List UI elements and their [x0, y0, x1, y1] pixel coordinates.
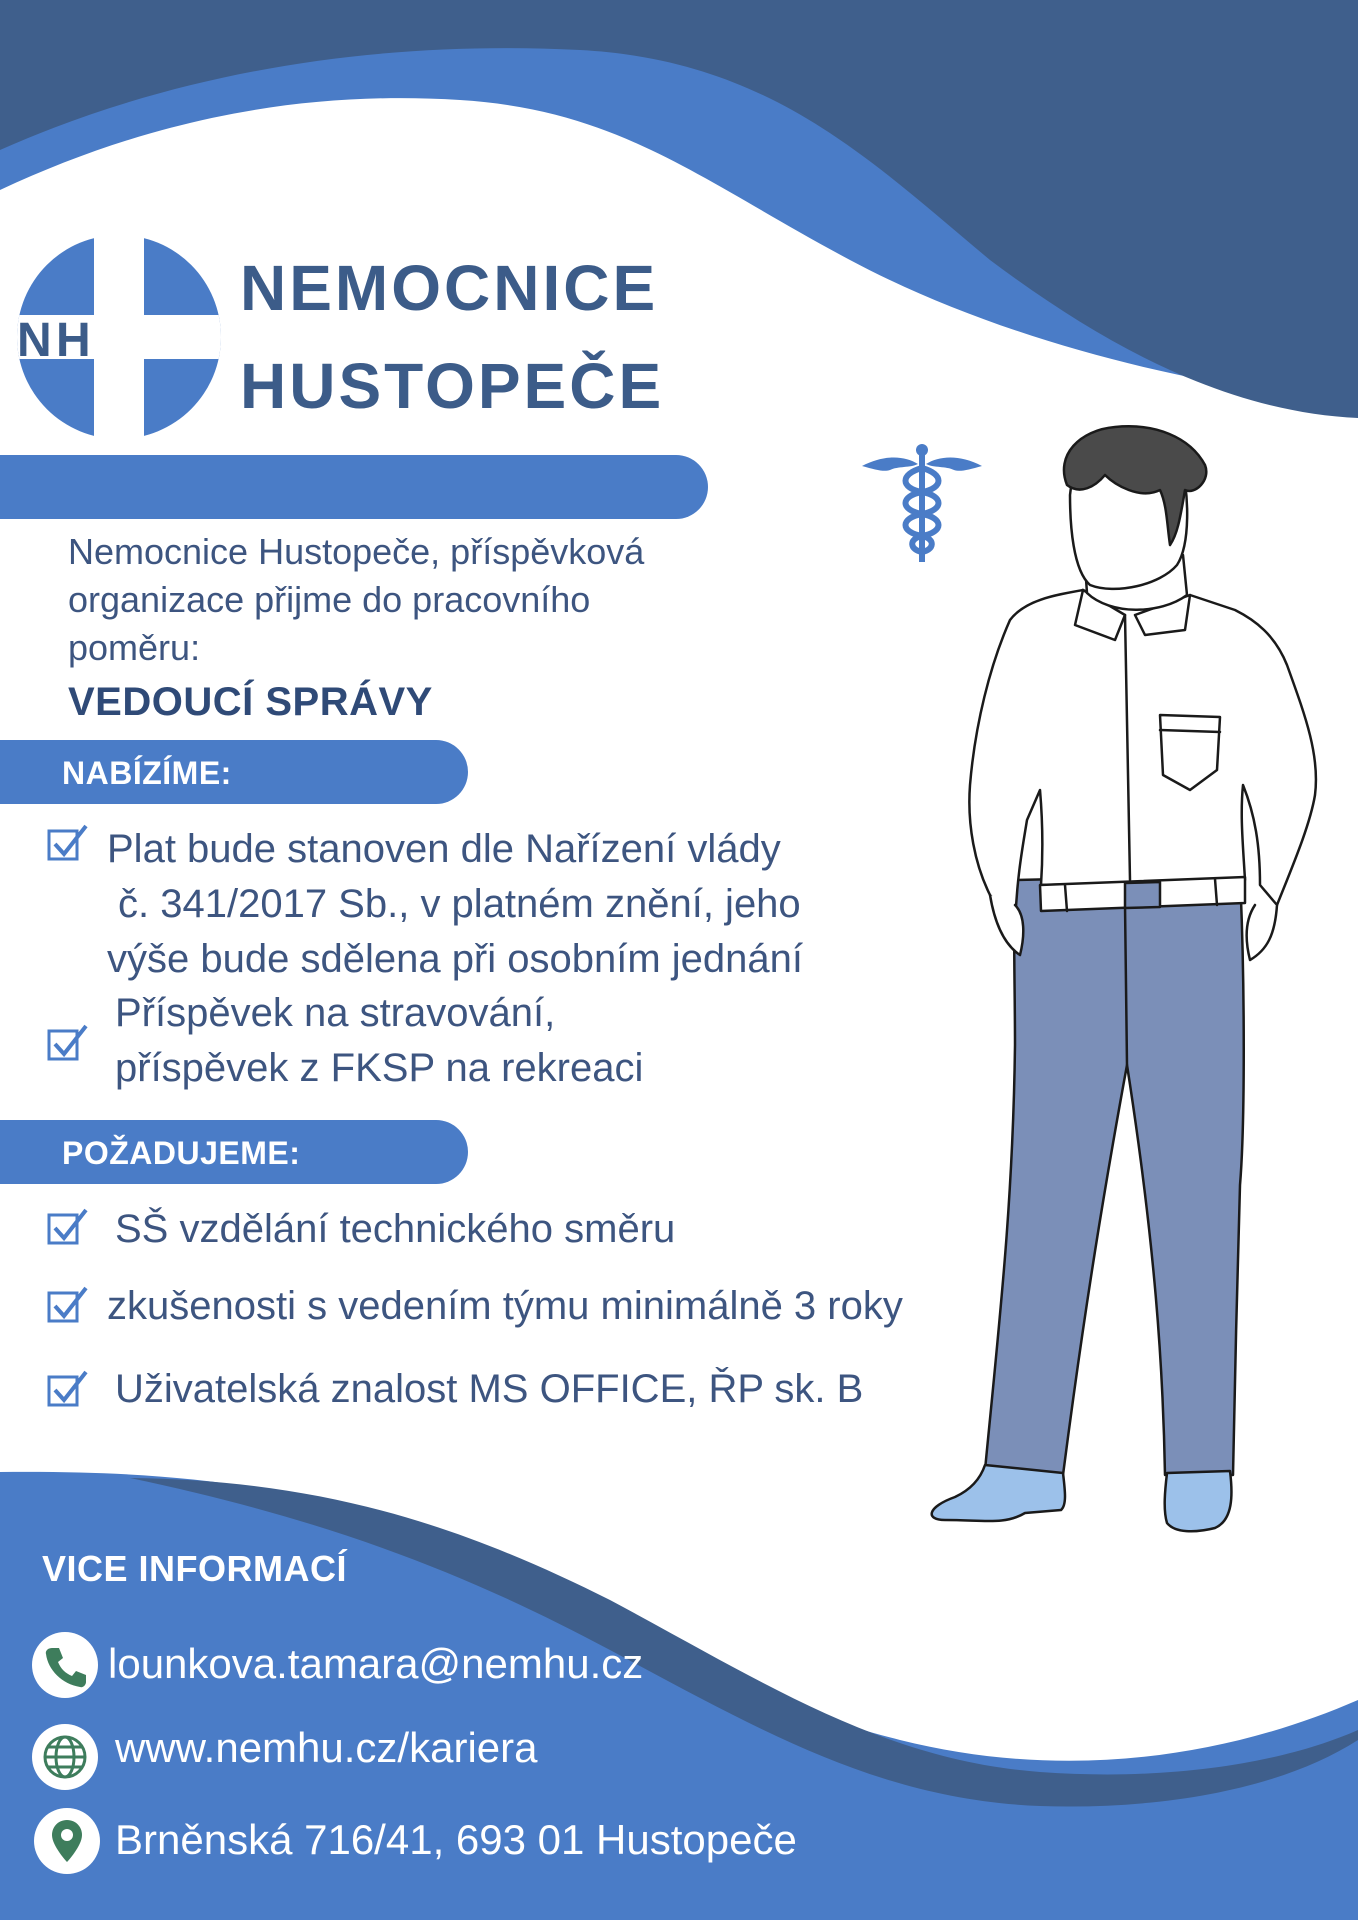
hospital-name-line2: HUSTOPEČE — [240, 350, 665, 422]
offer-item-1-line-2: č. 341/2017 Sb., v platném znění, jeho — [118, 882, 801, 926]
requirement-item: zkušenosti s vedením týmu minimálně 3 roky — [107, 1284, 903, 1328]
globe-icon — [32, 1724, 98, 1790]
offer-item-2-line-2: příspěvek z FKSP na rekreaci — [115, 1046, 644, 1090]
contact-email[interactable]: lounkova.tamara@nemhu.cz — [108, 1640, 644, 1687]
contact-address: Brněnská 716/41, 693 01 Hustopeče — [115, 1816, 797, 1863]
offer-heading: NABÍZÍME: — [62, 755, 232, 791]
header-divider-bar — [0, 455, 708, 519]
location-pin-icon — [34, 1808, 100, 1874]
phone-icon — [32, 1632, 98, 1698]
requirements-heading-pill — [0, 1120, 468, 1184]
svg-text:N: N — [17, 314, 52, 367]
man-illustration — [915, 425, 1335, 1545]
requirement-item: SŠ vzdělání technického směru — [115, 1207, 676, 1251]
checkbox-check-icon — [46, 1022, 90, 1066]
intro-line: organizace přijme do pracovního — [68, 579, 591, 620]
contact-website[interactable]: www.nemhu.cz/kariera — [115, 1724, 538, 1771]
offer-item-1-line-3: výše bude sdělena při osobním jednání — [107, 937, 804, 981]
checkbox-check-icon — [46, 1284, 90, 1328]
intro-line: poměru: — [68, 627, 201, 668]
requirement-item: Uživatelská znalost MS OFFICE, ŘP sk. B — [115, 1367, 864, 1411]
position-title: VEDOUCÍ SPRÁVY — [68, 680, 433, 724]
intro-text — [68, 528, 748, 672]
svg-text:H: H — [56, 314, 91, 367]
checkbox-check-icon — [46, 1368, 90, 1412]
offer-item-1-line-1: Plat bude stanoven dle Nařízení vlády — [107, 827, 781, 871]
hospital-name-line1: NEMOCNICE — [240, 252, 659, 324]
offer-item-2-line-1: Příspěvek na stravování, — [115, 991, 556, 1035]
requirements-heading: POŽADUJEME: — [62, 1135, 301, 1171]
contact-heading: VICE INFORMACÍ — [42, 1548, 348, 1589]
hospital-logo-icon — [14, 232, 224, 442]
offer-heading-pill — [0, 740, 468, 804]
intro-line: Nemocnice Hustopeče, příspěvková — [68, 531, 645, 572]
checkbox-check-icon — [46, 1206, 90, 1250]
checkbox-check-icon — [46, 822, 90, 866]
